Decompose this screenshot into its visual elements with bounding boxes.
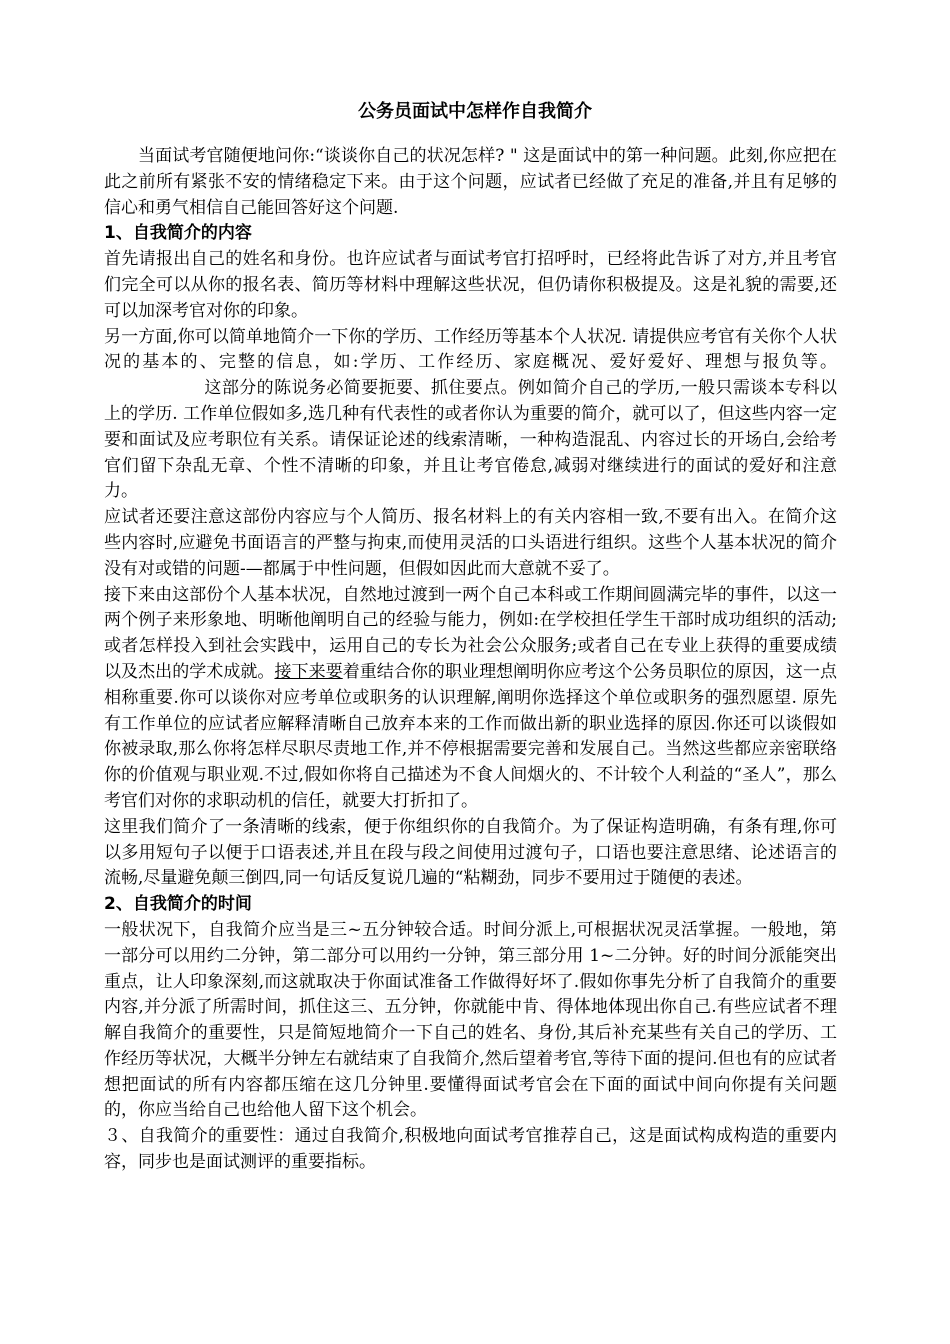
examples-text-b: 着重结合你的职业理想阐明你应考这个公务员职位的原因，这一点相称重要.你可以谈你对应考单位或职务的认识理解,阐明你选择这个单位或职务的强烈愿望. 原先有工作单位的应试者应解释清晰自己放弃本来的工作而做出新的职业选择的原因.你还可以谈假如你被录取,那么你将怎样尽职尽责地工作,并不停根据需要完善和发展自己。当然这些都应亲密联络你的价值观与职业观.不过,假如你将自己描述为不食人间烟火的、不计较个人利益的“圣人”，那么考官们对你的求职动机的信任，就要大打折扣了。 bbox=[104, 661, 838, 811]
paragraph-examples bbox=[104, 583, 837, 815]
underlined-phrase: 接下来要 bbox=[274, 661, 343, 682]
paragraph-consistency: 应试者还要注意这部份内容应与个人简历、报名材料上的有关内容相一致,不要有出入。在简介这些内容时,应避免书面语言的严整与拘束,而使用灵活的口头语进行组织。这些个人基本状况的简介没有对或错的问题-—都属于中性问题，但假如因此而大意就不妥了。 bbox=[104, 507, 837, 579]
background-text-b: 这部分的陈说务必简要扼要、抓住要点。例如简介自己的学历,一般只需谈本专科以上的学历. 工作单位假如多,选几种有代表性的或者你认为重要的简介，就可以了，但这些内容一定要和面试及应考职位有关系。请保证论述的线索清晰，一种构造混乱、内容过长的开场白,会给考官们留下杂乱无章、个性不清晰的印象，并且让考官倦怠,减弱对继续进行的面试的爱好和注意力。 bbox=[104, 378, 837, 502]
intro-paragraph: 当面试考官随便地问你:“谈谈你自己的状况怎样? " 这是面试中的第一种问题。此刻,你应把在此之前所有紧张不安的情绪稳定下来。由于这个问题，应试者已经做了充足的准备,并且有足够的信心和勇气相信自己能回答好这个问题. bbox=[104, 146, 837, 218]
section-heading-content: 1、自我简介的内容 bbox=[104, 223, 252, 244]
paragraph-background bbox=[104, 325, 837, 506]
background-text-a: 另一方面,你可以简单地简介一下你的学历、工作经历等基本个人状况. 请提供应考官有关你个人状况的基本的、完整的信息，如:学历、工作经历、家庭概况、爱好爱好、理想与报负等。 bbox=[104, 326, 837, 373]
document-title: 公务员面试中怎样作自我简介 bbox=[358, 101, 592, 122]
paragraph-importance: ３、自我简介的重要性：通过自我简介,积极地向面试考官推荐自己，这是面试构成构造的重要内容，同步也是面试测评的重要指标。 bbox=[104, 1126, 837, 1173]
paragraph-name-identity: 首先请报出自己的姓名和身份。也许应试者与面试考官打招呼时，已经将此告诉了对方,并且考官们完全可以从你的报名表、简历等材料中理解这些状况，但仍请你积极提及。这是礼貌的需要,还可以加深考官对你的印象。 bbox=[104, 249, 837, 321]
paragraph-structure: 这里我们简介了一条清晰的线索，便于你组织你的自我简介。为了保证构造明确，有条有理,你可以多用短句子以便于口语表述,并且在段与段之间使用过渡句子，口语也要注意思绪、论述语言的流畅,尽量避免颠三倒四,同一句话反复说几遍的“粘糊劲，同步不要用过于随便的表述。 bbox=[104, 816, 837, 889]
paragraph-time: 一般状况下，自我简介应当是三~五分钟较合适。时间分派上,可根据状况灵活掌握。一般地，第一部分可以用约二分钟，第二部分可以用约一分钟，第三部分用 1~二分钟。好的时间分派能突出重点，让人印象深刻,而这就取决于你面试准备工作做得好坏了.假如你事先分析了自我简介的重要内容,并分派了所需时间，抓住这三、五分钟，你就能中肯、得体地体现出你自己.有些应试者不理解自我简介的重要性，只是简短地简介一下自己的姓名、身份,其后补充某些有关自己的学历、工作经历等状况，大概半分钟左右就结束了自我简介,然后望着考官,等待下面的提问.但也有的应试者想把面试的所有内容都压缩在这几分钟里.要懂得面试考官会在下面的面试中间向你提有关问题的，你应当给自己也给他人留下这个机会。 bbox=[104, 919, 837, 1121]
section-heading-time: 2、自我简介的时间 bbox=[104, 894, 252, 915]
document-body bbox=[104, 144, 837, 1176]
examples-text-a: 接下来由这部份个人基本状况，自然地过渡到一两个自己本科或工作期间圆满完毕的事件，以这一两个例子来形象地、明晰他阐明自己的经验与能力，例如:在学校担任学生干部时成功组织的活动;或者怎样投入到社会实践中，运用自己的专长为社会公众服务;或者自己在专业上获得的重要成绩以及杰出的学术成就。 bbox=[104, 584, 838, 682]
